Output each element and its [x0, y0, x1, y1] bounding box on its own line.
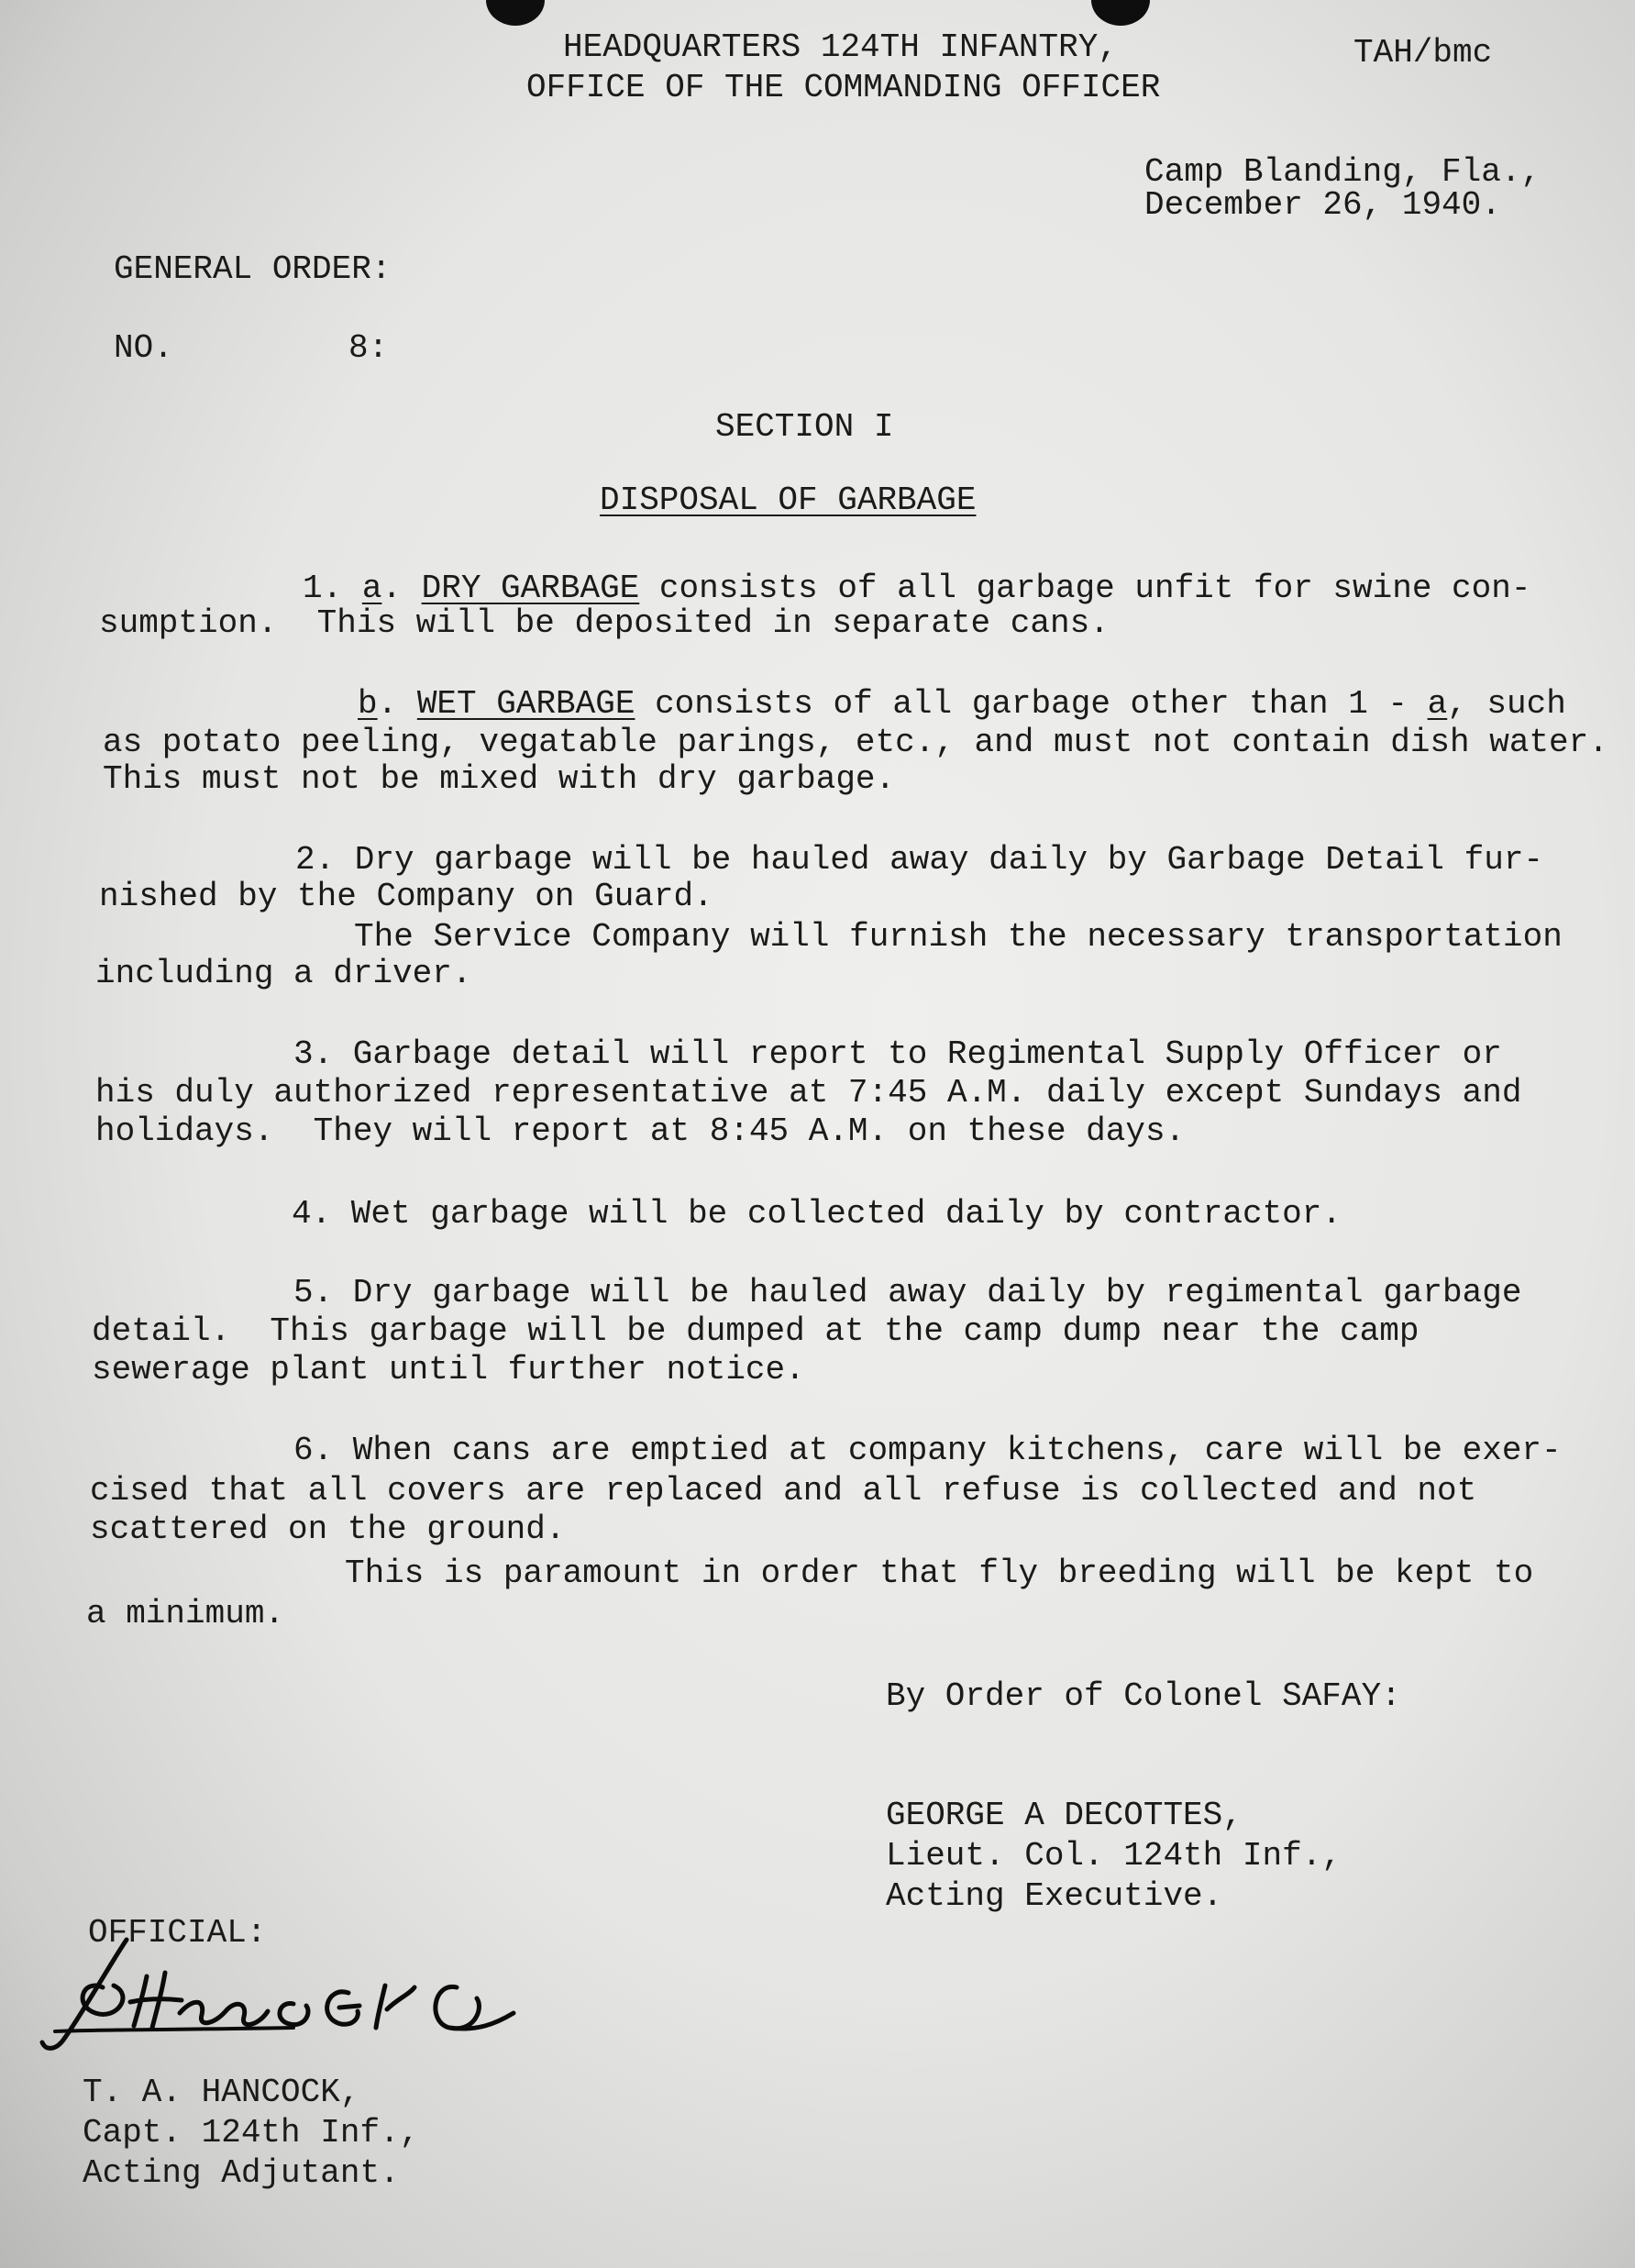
paragraph-6-line-2: cised that all covers are replaced and all refuse is collected and not — [90, 1472, 1477, 1510]
paragraph-1b-line-3: This must not be mixed with dry garbage. — [103, 760, 896, 798]
term-wet-garbage: WET GARBAGE — [416, 685, 635, 723]
text: consists of all garbage unfit for swine con- — [639, 570, 1531, 607]
paragraph-5-line-3: sewerage plant until further notice. — [92, 1351, 805, 1388]
paragraph-6-line-5: a minimum. — [86, 1595, 285, 1632]
by-order-line: By Order of Colonel SAFAY: — [886, 1677, 1401, 1715]
executive-title: Acting Executive. — [886, 1877, 1223, 1915]
header-line-2: OFFICE OF THE COMMANDING OFFICER — [526, 69, 1161, 106]
section-title: SECTION I — [715, 408, 894, 446]
header-line-1: HEADQUARTERS 124TH INFANTRY, — [563, 28, 1118, 66]
paragraph-5-line-2: detail. This garbage will be dumped at the camp dump near the camp — [92, 1312, 1420, 1350]
paragraph-3-line-1: 3. Garbage detail will report to Regimental Supply Officer or — [293, 1035, 1502, 1073]
executive-name: GEORGE A DECOTTES, — [886, 1797, 1243, 1834]
adjutant-rank: Capt. 124th Inf., — [83, 2114, 420, 2152]
order-number-value: 8: — [348, 329, 389, 367]
paragraph-6-line-1: 6. When cans are emptied at company kitchens, care will be exer- — [293, 1432, 1562, 1469]
adjutant-title: Acting Adjutant. — [83, 2154, 400, 2192]
dateline-date: December 26, 1940. — [1144, 186, 1501, 224]
paragraph-1a-line-2: sumption. This will be deposited in separate cans. — [99, 604, 1110, 642]
reference-initials: TAH/bmc — [1353, 34, 1493, 72]
paragraph-6-line-4: This is paramount in order that fly breeding will be kept to — [345, 1554, 1534, 1592]
paragraph-1a-line-1 — [303, 570, 1530, 607]
paragraph-2-line-1: 2. Dry garbage will be hauled away daily by Garbage Detail fur- — [295, 841, 1544, 879]
paragraph-1b-line-1 — [358, 686, 1566, 723]
paragraph-2-line-3: The Service Company will furnish the necessary transportation — [354, 918, 1563, 956]
paragraph-number: 1. — [303, 570, 362, 607]
handwritten-signature — [18, 1921, 532, 2059]
official-label: OFFICIAL: — [88, 1914, 267, 1952]
adjutant-name: T. A. HANCOCK, — [83, 2074, 360, 2111]
punctuation: . — [381, 570, 422, 607]
sub-letter: a — [361, 570, 382, 607]
term-dry-garbage: DRY GARBAGE — [421, 570, 640, 607]
general-order-label: GENERAL ORDER: — [114, 250, 392, 288]
paragraph-3-line-2: his duly authorized representative at 7:45 A.M. daily except Sundays and — [95, 1074, 1522, 1112]
executive-rank: Lieut. Col. 124th Inf., — [886, 1837, 1342, 1875]
paragraph-1b-line-2: as potato peeling, vegatable parings, etc., and must not contain dish water. — [103, 724, 1608, 761]
sub-letter: b — [358, 685, 378, 723]
paragraph-6-line-3: scattered on the ground. — [90, 1510, 566, 1548]
paragraph-3-line-3: holidays. They will report at 8:45 A.M. on these days. — [95, 1112, 1186, 1150]
punch-hole — [486, 0, 545, 26]
paragraph-5-line-1: 5. Dry garbage will be hauled away daily by regimental garbage — [293, 1274, 1522, 1311]
cross-reference: a — [1427, 685, 1448, 723]
section-subject: DISPOSAL OF GARBAGE — [600, 481, 977, 519]
text: , such — [1447, 685, 1566, 723]
paragraph-2-line-2: nished by the Company on Guard. — [99, 878, 713, 915]
text: consists of all garbage other than 1 - — [635, 685, 1428, 723]
punctuation: . — [377, 685, 417, 723]
paragraph-4-line-1: 4. Wet garbage will be collected daily by contractor. — [292, 1195, 1342, 1233]
order-number-label: NO. — [114, 329, 173, 367]
punch-hole — [1091, 0, 1150, 26]
dateline-place: Camp Blanding, Fla., — [1144, 153, 1541, 191]
paragraph-2-line-4: including a driver. — [95, 955, 472, 992]
